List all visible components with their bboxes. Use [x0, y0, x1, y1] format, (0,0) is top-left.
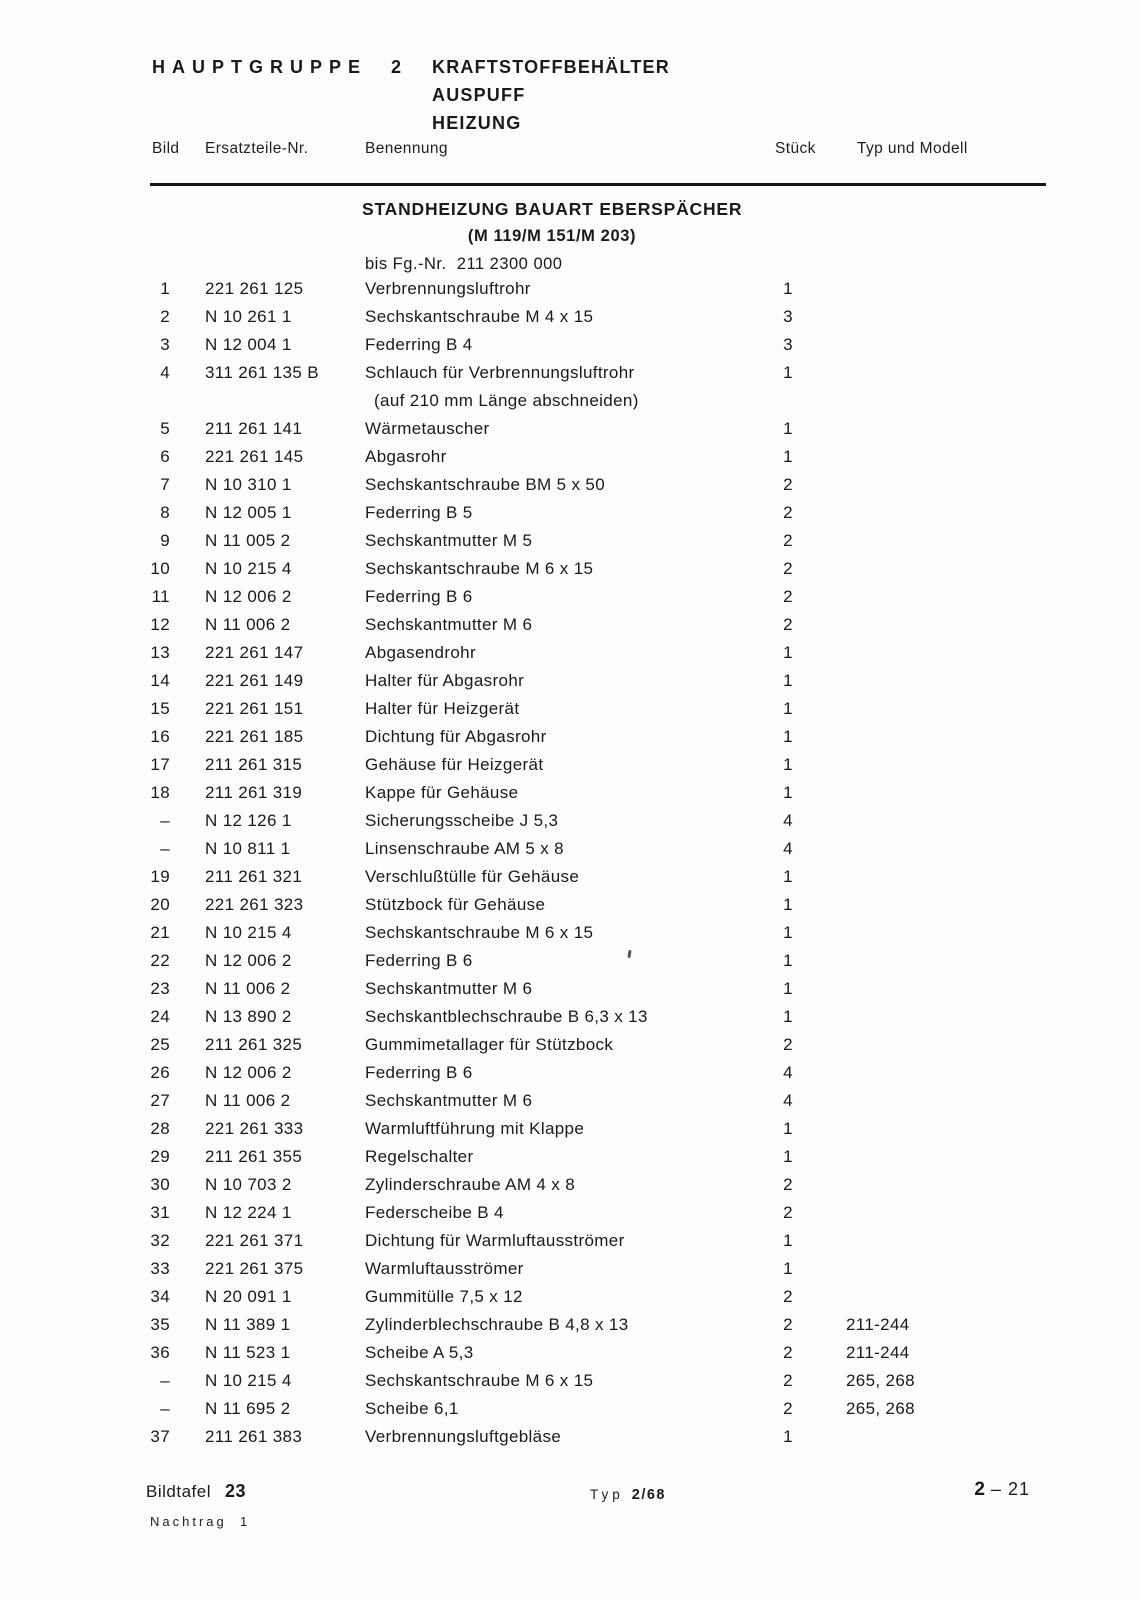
cell-bild: 33	[150, 1259, 170, 1278]
cell-benennung: Federring B 5	[365, 503, 473, 522]
cell-ersatzteile-nr: N 11 523 1	[205, 1343, 291, 1362]
bildtafel-number: 23	[224, 1481, 247, 1501]
cell-bild: 37	[150, 1427, 170, 1446]
cell-typ-und-modell: 211-244	[846, 1315, 910, 1334]
cell-stueck: 1	[783, 671, 793, 690]
cell-stueck: 2	[783, 559, 793, 578]
cell-bild: 26	[150, 1063, 170, 1082]
cell-ersatzteile-nr: N 12 005 1	[205, 503, 292, 522]
cell-bild: 34	[150, 1287, 170, 1306]
cell-ersatzteile-nr: N 11 695 2	[205, 1399, 291, 1418]
cell-ersatzteile-nr: N 13 890 2	[205, 1007, 292, 1026]
cell-stueck: 2	[783, 587, 793, 606]
cell-bild: 17	[150, 755, 170, 774]
table-row	[0, 587, 1139, 613]
cell-ersatzteile-nr: N 10 215 4	[205, 1371, 292, 1390]
cell-benennung: (auf 210 mm Länge abschneiden)	[374, 391, 639, 410]
table-row	[0, 1371, 1139, 1397]
cell-benennung: Schlauch für Verbrennungsluftrohr	[365, 363, 635, 382]
group-subjects	[432, 57, 670, 141]
table-row	[0, 1315, 1139, 1341]
typ-value: 2/68	[631, 1487, 666, 1503]
cell-ersatzteile-nr: N 10 811 1	[205, 839, 291, 858]
cell-benennung: Linsenschraube AM 5 x 8	[365, 839, 564, 858]
cell-typ-und-modell: 211-244	[846, 1343, 910, 1362]
cell-benennung: Federring B 6	[365, 951, 473, 970]
cell-benennung: Halter für Abgasrohr	[365, 671, 525, 690]
table-row	[0, 643, 1139, 669]
cell-stueck: 1	[783, 923, 793, 942]
table-row	[0, 335, 1139, 361]
cell-typ-und-modell: 265, 268	[846, 1399, 915, 1418]
cell-bild: 5	[160, 419, 170, 438]
table-row	[0, 1343, 1139, 1369]
cell-stueck: 1	[783, 1147, 793, 1166]
table-row	[0, 391, 1139, 417]
cell-stueck: 1	[783, 447, 793, 466]
column-header-typ-und-modell: Typ und Modell	[857, 140, 968, 157]
table-row	[0, 1063, 1139, 1089]
cell-stueck: 1	[783, 755, 793, 774]
cell-ersatzteile-nr: 211 261 355	[205, 1147, 303, 1166]
cell-bild: 23	[150, 979, 170, 998]
cell-bild: 22	[150, 951, 170, 970]
cell-stueck: 1	[783, 699, 793, 718]
cell-ersatzteile-nr: N 10 310 1	[205, 475, 292, 494]
cell-bild: 25	[150, 1035, 170, 1054]
cell-stueck: 2	[783, 1371, 793, 1390]
cell-bild: 4	[160, 363, 170, 382]
cell-ersatzteile-nr: 221 261 333	[205, 1119, 304, 1138]
cell-benennung: Sechskantmutter M 6	[365, 1091, 533, 1110]
cell-stueck: 2	[783, 531, 793, 550]
cell-ersatzteile-nr: 211 261 383	[205, 1427, 303, 1446]
table-row	[0, 1147, 1139, 1173]
cell-benennung: Sechskantmutter M 5	[365, 531, 533, 550]
cell-ersatzteile-nr: N 20 091 1	[205, 1287, 292, 1306]
cell-ersatzteile-nr: N 12 004 1	[205, 335, 292, 354]
table-row	[0, 839, 1139, 865]
cell-benennung: Sechskantblechschraube B 6,3 x 13	[365, 1007, 648, 1026]
cell-stueck: 1	[783, 1259, 793, 1278]
subject-heizung: HEIZUNG	[432, 113, 522, 133]
table-row	[0, 559, 1139, 585]
cell-stueck: 4	[783, 1091, 793, 1110]
cell-bild: 1	[160, 279, 170, 298]
cell-benennung: Zylinderblechschraube B 4,8 x 13	[365, 1315, 629, 1334]
cell-benennung: Warmluftführung mit Klappe	[365, 1119, 585, 1138]
cell-bild: 8	[160, 503, 170, 522]
table-row	[0, 1007, 1139, 1033]
table-row	[0, 1119, 1139, 1145]
cell-stueck: 1	[783, 951, 793, 970]
cell-bild: 29	[150, 1147, 170, 1166]
cell-bild: 35	[150, 1315, 170, 1334]
cell-stueck: 2	[783, 1203, 793, 1222]
cell-ersatzteile-nr: N 12 006 2	[205, 1063, 292, 1082]
cell-stueck: 2	[783, 1315, 793, 1334]
cell-stueck: 4	[783, 811, 793, 830]
table-row	[0, 475, 1139, 501]
cell-benennung: Dichtung für Abgasrohr	[365, 727, 547, 746]
cell-ersatzteile-nr: 221 261 125	[205, 279, 304, 298]
page-number-rest: – 21	[990, 1479, 1030, 1499]
cell-stueck: 4	[783, 839, 793, 858]
cell-stueck: 1	[783, 1119, 793, 1138]
cell-bild: 24	[150, 1007, 170, 1026]
header-divider-line	[150, 183, 1046, 186]
cell-bild: 16	[150, 727, 170, 746]
table-row	[0, 951, 1139, 977]
cell-stueck: 1	[783, 895, 793, 914]
table-row	[0, 1287, 1139, 1313]
subject-auspuff: AUSPUFF	[432, 85, 526, 105]
cell-bild: –	[160, 811, 170, 830]
column-header-benennung: Benennung	[365, 140, 448, 157]
cell-benennung: Gummimetallager für Stützbock	[365, 1035, 614, 1054]
section-subtitle: (M 119/M 151/M 203)	[467, 227, 637, 245]
cell-benennung: Federring B 6	[365, 1063, 473, 1082]
cell-stueck: 1	[783, 643, 793, 662]
cell-ersatzteile-nr: 221 261 323	[205, 895, 304, 914]
cell-stueck: 4	[783, 1063, 793, 1082]
section-note: bis Fg.-Nr. 211 2300 000	[365, 255, 563, 273]
table-row	[0, 531, 1139, 557]
table-row	[0, 1427, 1139, 1453]
cell-bild: –	[160, 1399, 170, 1418]
cell-ersatzteile-nr: 211 261 319	[205, 783, 303, 802]
table-row	[0, 755, 1139, 781]
cell-benennung: Sechskantmutter M 6	[365, 615, 533, 634]
table-row	[0, 419, 1139, 445]
cell-bild: 18	[150, 783, 170, 802]
cell-bild: 32	[150, 1231, 170, 1250]
cell-ersatzteile-nr: 221 261 185	[205, 727, 304, 746]
table-row	[0, 363, 1139, 389]
cell-benennung: Scheibe A 5,3	[365, 1343, 474, 1362]
cell-benennung: Verbrennungsluftrohr	[365, 279, 531, 298]
page-number	[935, 1479, 1030, 1501]
table-row	[0, 867, 1139, 893]
table-row	[0, 307, 1139, 333]
cell-stueck: 1	[783, 979, 793, 998]
cell-ersatzteile-nr: 221 261 371	[205, 1231, 304, 1250]
table-row	[0, 1203, 1139, 1229]
cell-bild: 15	[150, 699, 170, 718]
table-row	[0, 1399, 1139, 1425]
cell-benennung: Verschlußtülle für Gehäuse	[365, 867, 580, 886]
cell-benennung: Sechskantschraube M 6 x 15	[365, 923, 594, 942]
cell-benennung: Scheibe 6,1	[365, 1399, 459, 1418]
cell-benennung: Halter für Heizgerät	[365, 699, 520, 718]
table-row	[0, 1259, 1139, 1285]
section-title: STANDHEIZUNG BAUART EBERSPÄCHER	[362, 199, 743, 219]
cell-bild: 7	[160, 475, 170, 494]
cell-bild: 27	[150, 1091, 170, 1110]
cell-ersatzteile-nr: N 11 389 1	[205, 1315, 291, 1334]
cell-bild: 14	[150, 671, 170, 690]
cell-stueck: 1	[783, 279, 793, 298]
column-header-stueck: Stück	[775, 140, 816, 157]
table-row	[0, 1035, 1139, 1061]
cell-benennung: Sicherungsscheibe J 5,3	[365, 811, 559, 830]
cell-ersatzteile-nr: N 10 703 2	[205, 1175, 292, 1194]
cell-ersatzteile-nr: 211 261 315	[205, 755, 303, 774]
cell-ersatzteile-nr: N 11 006 2	[205, 615, 291, 634]
table-row	[0, 811, 1139, 837]
table-row	[0, 671, 1139, 697]
cell-benennung: Zylinderschraube AM 4 x 8	[365, 1175, 576, 1194]
cell-stueck: 1	[783, 1231, 793, 1250]
hauptgruppe-heading: HAUPTGRUPPE 2	[152, 57, 409, 77]
cell-benennung: Federring B 6	[365, 587, 473, 606]
cell-ersatzteile-nr: N 12 126 1	[205, 811, 292, 830]
cell-ersatzteile-nr: N 11 005 2	[205, 531, 291, 550]
cell-bild: 10	[150, 559, 170, 578]
table-row	[0, 727, 1139, 753]
cell-bild: 6	[160, 447, 170, 466]
cell-ersatzteile-nr: N 10 215 4	[205, 559, 292, 578]
cell-bild: 28	[150, 1119, 170, 1138]
table-row	[0, 503, 1139, 529]
cell-stueck: 2	[783, 1287, 793, 1306]
cell-bild: 30	[150, 1175, 170, 1194]
table-row	[0, 279, 1139, 305]
table-row	[0, 447, 1139, 473]
cell-bild: 11	[151, 587, 170, 606]
cell-benennung: Regelschalter	[365, 1147, 474, 1166]
cell-benennung: Federring B 4	[365, 335, 473, 354]
column-header-ersatzteile-nr: Ersatzteile-Nr.	[205, 140, 309, 157]
cell-ersatzteile-nr: 211 261 141	[205, 419, 303, 438]
cell-bild: 3	[160, 335, 170, 354]
table-row	[0, 615, 1139, 641]
cell-ersatzteile-nr: N 11 006 2	[205, 979, 291, 998]
cell-bild: –	[160, 1371, 170, 1390]
cell-stueck: 1	[783, 1007, 793, 1026]
cell-ersatzteile-nr: 221 261 149	[205, 671, 304, 690]
typ-caption	[590, 1487, 666, 1503]
cell-stueck: 1	[783, 1427, 793, 1446]
cell-bild: 20	[150, 895, 170, 914]
cell-typ-und-modell: 265, 268	[846, 1371, 915, 1390]
cell-ersatzteile-nr: 221 261 151	[205, 699, 304, 718]
cell-bild: 36	[150, 1343, 170, 1362]
cell-bild: 2	[160, 307, 170, 326]
table-row	[0, 979, 1139, 1005]
cell-stueck: 1	[783, 867, 793, 886]
cell-ersatzteile-nr: N 12 006 2	[205, 587, 292, 606]
cell-stueck: 1	[783, 363, 793, 382]
cell-stueck: 2	[783, 503, 793, 522]
cell-stueck: 1	[783, 727, 793, 746]
cell-benennung: Sechskantschraube M 6 x 15	[365, 559, 594, 578]
cell-bild: 9	[160, 531, 170, 550]
cell-stueck: 2	[783, 1175, 793, 1194]
cell-ersatzteile-nr: 221 261 375	[205, 1259, 304, 1278]
cell-benennung: Federscheibe B 4	[365, 1203, 504, 1222]
table-row	[0, 1231, 1139, 1257]
cell-benennung: Warmluftausströmer	[365, 1259, 524, 1278]
cell-stueck: 2	[783, 615, 793, 634]
table-row	[0, 1091, 1139, 1117]
cell-benennung: Sechskantschraube M 6 x 15	[365, 1371, 594, 1390]
subject-kraftstoffbehaelter: KRAFTSTOFFBEHÄLTER	[432, 57, 670, 77]
cell-stueck: 3	[783, 335, 793, 354]
cell-benennung: Dichtung für Warmluftausströmer	[365, 1231, 625, 1250]
cell-ersatzteile-nr: 221 261 147	[205, 643, 304, 662]
bildtafel-caption	[146, 1481, 246, 1502]
table-row	[0, 699, 1139, 725]
cell-bild: 13	[150, 643, 170, 662]
table-row	[0, 783, 1139, 809]
page-number-group: 2	[974, 1479, 986, 1500]
cell-ersatzteile-nr: N 12 006 2	[205, 951, 292, 970]
table-row	[0, 1175, 1139, 1201]
cell-ersatzteile-nr: N 12 224 1	[205, 1203, 292, 1222]
cell-bild: –	[160, 839, 170, 858]
cell-ersatzteile-nr: N 11 006 2	[205, 1091, 291, 1110]
cell-ersatzteile-nr: N 10 261 1	[205, 307, 292, 326]
cell-stueck: 2	[783, 1399, 793, 1418]
cell-ersatzteile-nr: 311 261 135 B	[205, 363, 319, 382]
cell-benennung: Sechskantmutter M 6	[365, 979, 533, 998]
cell-stueck: 2	[783, 1035, 793, 1054]
cell-stueck: 1	[783, 783, 793, 802]
cell-bild: 21	[150, 923, 170, 942]
cell-ersatzteile-nr: 211 261 321	[205, 867, 303, 886]
cell-bild: 19	[150, 867, 170, 886]
cell-ersatzteile-nr: 221 261 145	[205, 447, 304, 466]
cell-stueck: 2	[783, 475, 793, 494]
cell-benennung: Gehäuse für Heizgerät	[365, 755, 544, 774]
nachtrag-caption: Nachtrag 1	[150, 1514, 251, 1529]
column-header-bild: Bild	[152, 140, 180, 157]
cell-benennung: Abgasrohr	[365, 447, 447, 466]
cell-stueck: 2	[783, 1343, 793, 1362]
cell-stueck: 1	[783, 419, 793, 438]
cell-benennung: Kappe für Gehäuse	[365, 783, 519, 802]
cell-benennung: Abgasendrohr	[365, 643, 476, 662]
cell-benennung: Verbrennungsluftgebläse	[365, 1427, 562, 1446]
cell-ersatzteile-nr: 211 261 325	[205, 1035, 303, 1054]
cell-benennung: Sechskantschraube BM 5 x 50	[365, 475, 606, 494]
cell-stueck: 3	[783, 307, 793, 326]
cell-benennung: Sechskantschraube M 4 x 15	[365, 307, 594, 326]
table-row	[0, 895, 1139, 921]
cell-benennung: Gummitülle 7,5 x 12	[365, 1287, 523, 1306]
cell-bild: 12	[150, 615, 170, 634]
cell-bild: 31	[150, 1203, 170, 1222]
typ-label: Typ	[590, 1487, 624, 1502]
cell-ersatzteile-nr: N 10 215 4	[205, 923, 292, 942]
table-row	[0, 923, 1139, 949]
bildtafel-label: Bildtafel	[146, 1482, 211, 1501]
cell-benennung: Stützbock für Gehäuse	[365, 895, 546, 914]
cell-benennung: Wärmetauscher	[365, 419, 490, 438]
